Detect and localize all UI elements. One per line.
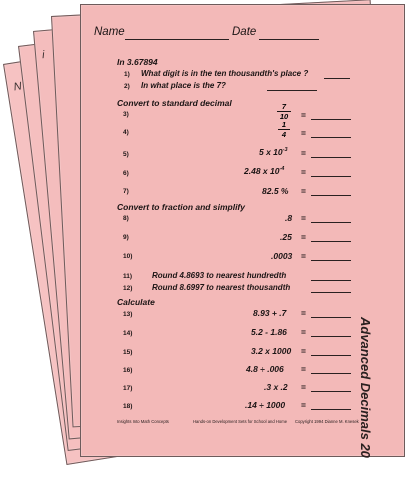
question-text: In what place is the 7?	[141, 81, 226, 90]
equals-sign: =	[301, 167, 306, 177]
back-sheet-edge-text: N	[12, 80, 23, 94]
equals-sign: =	[301, 232, 306, 242]
answer-blank	[311, 157, 351, 158]
question-expression	[244, 166, 284, 176]
equals-sign: =	[301, 110, 306, 120]
question-number: 15)	[123, 349, 133, 356]
question-number: 18)	[123, 403, 133, 410]
question-number: 12)	[123, 285, 133, 292]
question-expression: 4.8 ÷ .006	[246, 364, 284, 374]
front-worksheet	[80, 4, 405, 457]
question-number: 10)	[123, 253, 133, 260]
answer-blank	[267, 90, 317, 91]
answer-blank	[311, 292, 351, 293]
question-text: Round 4.8693 to nearest hundredth	[152, 271, 287, 280]
fraction-expression	[277, 102, 291, 121]
section-heading: Calculate	[117, 297, 155, 307]
answer-blank	[311, 241, 351, 242]
question-number: 3)	[123, 111, 129, 118]
answer-blank	[311, 176, 351, 177]
name-label: Name	[94, 26, 125, 38]
equals-sign: =	[301, 128, 306, 138]
question-text: What digit is in the ten thousandth's place ?	[141, 69, 309, 78]
equals-sign: =	[301, 251, 306, 261]
question-number: 16)	[123, 367, 133, 374]
question-expression: .0003	[271, 251, 293, 261]
answer-blank	[311, 222, 351, 223]
answer-blank	[311, 317, 351, 318]
question-number: 8)	[123, 215, 129, 222]
fraction-expression	[278, 120, 290, 139]
question-expression: .14 ÷ 1000	[245, 400, 286, 410]
expression-base: 2.48 x 10	[244, 166, 280, 176]
question-expression: 82.5 %	[262, 186, 289, 196]
answer-blank	[311, 391, 351, 392]
expression-exponent: -4	[279, 166, 285, 172]
question-number: 7)	[123, 188, 129, 195]
question-number: 17)	[123, 385, 133, 392]
back-sheet-edge-text: i	[41, 49, 46, 62]
question-expression: 3.2 x 1000	[251, 346, 292, 356]
answer-blank	[324, 78, 350, 79]
section-heading: Convert to fraction and simplify	[117, 202, 245, 212]
equals-sign: =	[301, 213, 306, 223]
equals-sign: =	[301, 308, 306, 318]
question-expression: 5.2 - 1.86	[251, 327, 287, 337]
question-number: 2)	[124, 83, 130, 90]
question-number: 14)	[123, 330, 133, 337]
given-number: In 3.67894	[117, 57, 158, 67]
equals-sign: =	[301, 186, 306, 196]
equals-sign: =	[301, 346, 306, 356]
fraction-denominator: 10	[279, 112, 289, 121]
question-number: 5)	[123, 151, 129, 158]
date-blank	[259, 39, 319, 40]
footer-publisher: Insights Into Math Concepts	[117, 419, 169, 424]
footer-copyright: Copyright 1994 Dianne M. Knesek	[295, 419, 359, 424]
answer-blank	[311, 280, 351, 281]
equals-sign: =	[301, 400, 306, 410]
question-number: 4)	[123, 129, 129, 136]
question-expression: .8	[285, 213, 293, 223]
footer-series: Hands-on Development Sets for School and Home	[193, 419, 288, 424]
answer-blank	[311, 355, 351, 356]
question-expression	[259, 147, 288, 157]
question-number: 6)	[123, 170, 129, 177]
fraction-numerator: 1	[281, 120, 287, 129]
worksheet-side-title: Advanced Decimals 20	[358, 317, 373, 458]
answer-blank	[311, 336, 351, 337]
equals-sign: =	[301, 148, 306, 158]
answer-blank	[311, 195, 351, 196]
question-expression: .3 x .2	[264, 382, 288, 392]
name-blank	[125, 39, 229, 40]
equals-sign: =	[301, 382, 306, 392]
answer-blank	[311, 409, 351, 410]
question-text: Round 8.6997 to nearest thousandth	[152, 283, 291, 292]
expression-base: 5 x 10	[259, 147, 283, 157]
question-number: 11)	[123, 273, 133, 280]
fraction-denominator: 4	[281, 130, 287, 139]
expression-exponent: -3	[282, 147, 288, 153]
equals-sign: =	[301, 327, 306, 337]
question-number: 13)	[123, 311, 133, 318]
equals-sign: =	[301, 364, 306, 374]
answer-blank	[311, 119, 351, 120]
section-heading: Convert to standard decimal	[117, 98, 232, 108]
question-number: 1)	[124, 71, 130, 78]
question-expression: .25	[280, 232, 292, 242]
question-expression: 8.93 + .7	[253, 308, 287, 318]
answer-blank	[311, 260, 351, 261]
fraction-numerator: 7	[281, 102, 287, 111]
answer-blank	[311, 373, 351, 374]
date-label: Date	[232, 26, 257, 38]
answer-blank	[311, 137, 351, 138]
question-number: 9)	[123, 234, 129, 241]
